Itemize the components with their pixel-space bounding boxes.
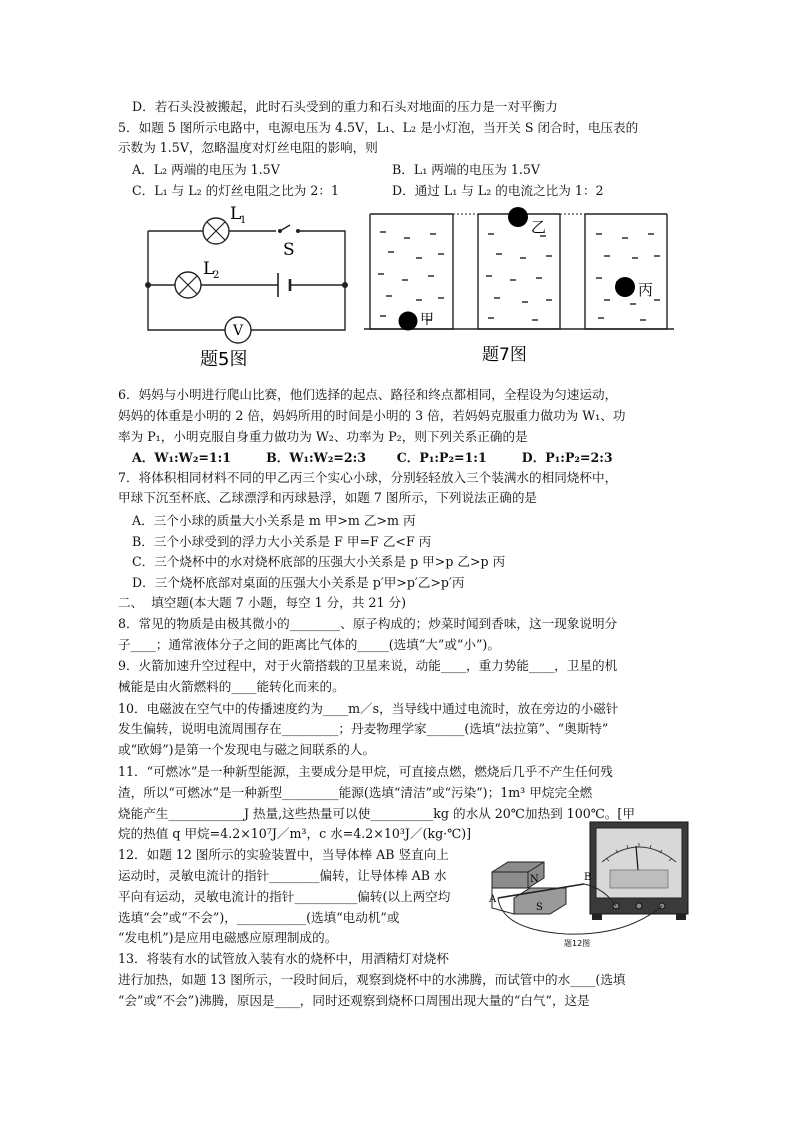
q12-line5: “发电机”)是应用电磁感应原理制成的。 (118, 930, 338, 945)
lamp-l1-symbol (203, 218, 229, 244)
q9-line2: 械能是由火箭燃料的____能转化而来的。 (118, 679, 345, 694)
figure-7-beakers (360, 200, 680, 370)
q7-option-c: C．三个烧杯中的水对烧杯底部的压强大小关系是 p 甲>p 乙>p 丙 (132, 554, 506, 569)
ball-bing (615, 277, 635, 297)
q6-options: A．W₁:W₂=1:1 B．W₁:W₂=2:3 C．P₁:P₂=1:1 D．P₁:P₂=2:3 (132, 450, 613, 465)
lamp-l1-label: L (230, 204, 242, 224)
magnet-s-label: S (536, 902, 543, 913)
q13-line1: 13．将装有水的试管放入装有水的烧杯中，用酒精灯对烧杯 (118, 951, 449, 966)
q6-stem-line3: 率为 P₁，小明克服自身重力做功为 W₂、功率为 P₂，则下列关系正确的是 (118, 429, 528, 444)
junction-right (342, 282, 348, 288)
q4-option-d: D．若石头没被搬起，此时石头受到的重力和石头对地面的压力是一对平衡力 (132, 99, 558, 114)
q10-line1: 10．电磁波在空气中的传播速度约为____m／s，当导线中通过电流时，放在旁边的小磁针 (118, 701, 619, 716)
q6-stem-line1: 6．妈妈与小明进行爬山比赛，他们选择的起点、路径和终点都相同，全程设为匀速运动， (118, 387, 618, 402)
q5-option-c: C．L₁ 与 L₂ 的灯丝电阻之比为 2：1 (132, 183, 340, 198)
figure-5-circuit (138, 203, 352, 375)
q7-option-a: A．三个小球的质量大小关系是 m 甲>m 乙>m 丙 (132, 513, 416, 528)
q7-stem-line1: 7．将体积相同材料不同的甲乙丙三个实心小球，分别轻轻放入三个装满水的相同烧杯中， (118, 470, 618, 485)
lamp-l2-subscript: 2 (213, 270, 220, 281)
q5-option-d: D．通过 L₁ 与 L₂ 的电流之比为 1：2 (392, 183, 604, 198)
q7-stem-line2: 甲球下沉至杯底、乙球漂浮和丙球悬浮，如题 7 图所示，下列说法正确的是 (118, 490, 538, 505)
figure-5-caption: 题5图 (200, 349, 248, 370)
conductor-b-label: B (584, 872, 592, 883)
ball-jia (399, 312, 418, 331)
lamp-l1-subscript: 1 (240, 215, 247, 226)
switch-contact-right (296, 229, 300, 233)
voltmeter-label: V (232, 323, 244, 339)
ball-yi-label: 乙 (531, 218, 547, 236)
q5-option-a: A．L₂ 两端的电压为 1.5V (132, 162, 280, 177)
lamp-l2-label: L (203, 259, 215, 279)
q5-option-b: B．L₁ 两端的电压为 1.5V (392, 162, 540, 177)
switch-label: S (283, 240, 295, 260)
q11-line3: 烧能产生____________J 热量,这些热量可以使__________kg 的水从 20℃加热到 100℃。[甲 (118, 806, 635, 821)
lamp-l2-symbol (175, 272, 201, 298)
q5-stem-line1: 5．如题 5 图所示电路中，电源电压为 4.5V，L₁、L₂ 是小灯泡，当开关 S 闭合时，电压表的 (118, 120, 639, 135)
ball-bing-label: 丙 (638, 281, 654, 299)
magnet-n-label: N (530, 874, 539, 885)
q8-line2: 子____；通常液体分子之间的距离比气体的_____(选填“大”或“小”)。 (118, 637, 500, 652)
q12-line1: 12．如题 12 图所示的实验装置中，当导体棒 AB 竖直向上 (118, 847, 449, 862)
ball-yi (508, 207, 528, 227)
q13-line2: 进行加热，如题 13 图所示，一段时间后，观察到烧杯中的水沸腾，而试管中的水____(选填 (118, 972, 626, 987)
figure-12-caption: 题12图 (564, 939, 591, 948)
junction-left (145, 282, 151, 288)
q9-line1: 9．火箭加速升空过程中，对于火箭搭载的卫星来说，动能____，重力势能____，卫星的机 (118, 658, 618, 673)
q7-option-b: B．三个小球受到的浮力大小关系是 F 甲=F 乙<F 丙 (132, 534, 432, 549)
conductor-a-label: A (489, 894, 497, 905)
q10-line3: 或“欧姆”)是第一个发现电与磁之间联系的人。 (118, 742, 376, 757)
q13-line3: “会”或“不会”)沸腾，原因是____，同时还观察到烧杯口周围出现大量的“白气”，这是 (118, 993, 590, 1008)
galvanometer (590, 822, 688, 920)
switch-contact-left (278, 229, 282, 233)
q11-line4: 烷的热值 q 甲烷=4.2×10⁷J／m³，c 水=4.2×10³J／(kg·℃)] (118, 826, 472, 841)
q12-line4: 选填“会”或“不会”)，___________(选填“电动机”或 (118, 910, 400, 925)
q7-option-d: D．三个烧杯底部对桌面的压强大小关系是 p′甲>p′乙>p′丙 (132, 575, 465, 590)
figure-12-apparatus (486, 818, 694, 950)
q11-line1: 11．“可燃冰”是一种新型能源，主要成分是甲烷，可直接点燃，燃烧后几乎不产生任何残 (118, 764, 613, 779)
q12-line2: 运动时，灵敏电流计的指针________偏转，让导体棒 AB 水 (118, 868, 447, 883)
section-2-heading: 二、 填空题(本大题 7 小题，每空 1 分，共 21 分) (118, 595, 406, 610)
q11-line2: 渣，所以“可燃冰”是一种新型_________能源(选填“清洁”或“污染”)；1m³ 甲烷完全燃 (118, 785, 593, 800)
q12-line3: 平向有运动，灵敏电流计的指针__________偏转(以上两空均 (118, 889, 451, 904)
q6-stem-line2: 妈妈的体重是小明的 2 倍，妈妈所用的时间是小明的 3 倍，若妈妈克服重力做功为 W₁、功 (118, 408, 626, 423)
ball-jia-label: 甲 (420, 312, 434, 328)
q8-line1: 8．常见的物质是由极其微小的________、原子构成的；炒菜时闻到香味，这一现象说明分 (118, 616, 618, 631)
figure-7-caption: 题7图 (482, 345, 527, 365)
q10-line2: 发生偏转，说明电流周围存在_________；丹麦物理学家______(选填“法拉第”、“奥斯特” (118, 721, 609, 736)
q5-stem-line2: 示数为 1.5V，忽略温度对灯丝电阻的影响，则 (118, 140, 378, 155)
